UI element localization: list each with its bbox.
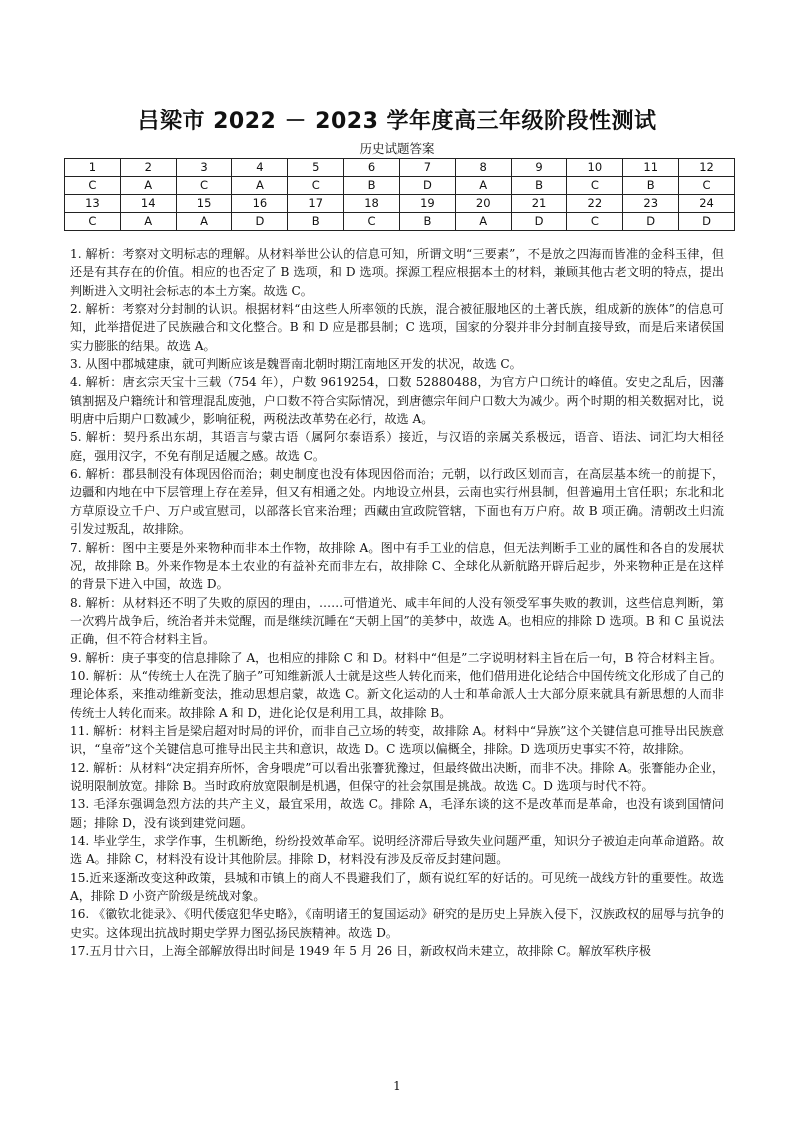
- answer-cell: A: [120, 213, 176, 231]
- question-number-cell: 17: [288, 195, 344, 213]
- question-number-cell: 18: [344, 195, 400, 213]
- question-number-row: [65, 195, 735, 213]
- explanation-paragraph: 15.近来逐渐改变这种政策，县城和市镇上的商人不畏避我们了，颇有说红军的好话的。可见统一战线方针的重要性。故选 A，排除 D 小资产阶级是统战对象。: [70, 870, 724, 904]
- explanation-paragraph: 10. 解析：从“传统士人在洗了脑子”可知维新派人士就是这些人转化而来，他们借用进化论结合中国传统文化形成了自己的理论体系，来推动维新变法，推动思想启蒙，故选 C。新文化运动的人士和革命派人士大部分原来就具有新思想的人而非传统士人转化而来。故排除 A 和 D，进化论仅是利用工具，故排除 B。: [70, 668, 724, 720]
- question-number-cell: 21: [511, 195, 567, 213]
- answer-cell: B: [623, 177, 679, 195]
- answer-cell: A: [232, 177, 288, 195]
- explanation-text: [70, 245, 724, 960]
- answer-cell: D: [623, 213, 679, 231]
- explanation-paragraph: 12. 解析：从材料“决定捐弃所怀，舍身喂虎”可以看出张謇犹豫过，但最终做出决断，而非不决。排除 A。张謇能办企业，说明限制放宽。排除 B。当时政府放宽限制是机遇，但保守的社会氛围是挑战。故选 C。D 选项与时代不符。: [70, 760, 724, 793]
- answer-cell: C: [679, 177, 735, 195]
- explanation-paragraph: 13. 毛泽东强调急烈方法的共产主义，最宜采用，故选 C。排除 A，毛泽东谈的这不是改革而是革命，也没有谈到国情问题；排除 D，没有谈到建党问题。: [70, 797, 724, 830]
- question-number-cell: 11: [623, 159, 679, 177]
- question-number-cell: 4: [232, 159, 288, 177]
- explanation-paragraph: 6. 解析：郡县制没有体现因俗而治；刺史制度也没有体现因俗而治；元朝，以行政区划而言，在高层基本统一的前提下，边疆和内地在中下层管理上存在差异，但又有相通之处。内地设立州县，云南也实行州县制，但普遍用土官任职；东北和北方草原设立千户、万户或宣慰司，以部落长官来治理；西藏由宣政院管辖，下面也有万户府。故 B 项正确。清朝改土归流引发过叛乱，故排除。: [70, 467, 724, 537]
- question-number-cell: 10: [567, 159, 623, 177]
- page-number: 1: [393, 1079, 401, 1093]
- answer-cell: C: [567, 213, 623, 231]
- explanation-paragraph: 2. 解析：考察对分封制的认识。根据材料“由这些人所率领的氏族，混合被征服地区的土著氏族，组成新的族体”的信息可知，此举措促进了民族融合和文化整合。B 和 D 应是郡县制；C 选项，国家的分裂并非分封制直接导致，而是后来诸侯国实力膨胀的结果。故选 A。: [70, 302, 724, 353]
- question-number-cell: 8: [455, 159, 511, 177]
- question-number-cell: 3: [176, 159, 232, 177]
- answer-cell: C: [344, 213, 400, 231]
- question-number-cell: 16: [232, 195, 288, 213]
- answer-cell: D: [511, 213, 567, 231]
- answer-cell: D: [679, 213, 735, 231]
- question-number-cell: 19: [399, 195, 455, 213]
- answer-cell: D: [232, 213, 288, 231]
- page-title: 吕梁市 2022 － 2023 学年度高三年级阶段性测试: [137, 109, 657, 134]
- question-number-cell: 9: [511, 159, 567, 177]
- answer-cell: C: [65, 177, 121, 195]
- answer-cell: C: [176, 177, 232, 195]
- question-number-cell: 12: [679, 159, 735, 177]
- answer-cell: A: [455, 177, 511, 195]
- answer-cell: A: [120, 177, 176, 195]
- answer-cell: C: [65, 213, 121, 231]
- explanation-paragraph: 4. 解析：唐玄宗天宝十三载（754 年），户数 9619254，口数 52880488，为官方户口统计的峰值。安史之乱后，因藩镇割据及户籍统计和管理混乱废弛，户口数不符合实际情况，到唐德宗年间户口数大为减少。两个时期的相关数据对比，说明唐中后期户口数减少，影响征税，两税法改革势在必行，故选 A。: [70, 375, 724, 427]
- question-number-cell: 22: [567, 195, 623, 213]
- explanation-paragraph: 1. 解析：考察对文明标志的理解。从材料举世公认的信息可知，所谓文明“三要素”，不是放之四海而皆准的金科玉律，但还是有其存在的价值。相应的也否定了 B 选项，和 D 选项。探源工程应根据本土的材料，兼顾其他古老文明的特点，提出判断进入文明社会标志的本土方案。故选 C。: [70, 247, 724, 298]
- question-number-cell: 20: [455, 195, 511, 213]
- answer-table: [64, 158, 735, 231]
- explanation-paragraph: 5. 解析：契丹系出东胡，其语言与蒙古语（属阿尔泰语系）接近，与汉语的亲属关系极远，语音、语法、词汇均大相径庭，强用汉字，不免有削足适履之感。故选 C。: [70, 430, 724, 463]
- answer-cell: C: [567, 177, 623, 195]
- question-number-row: [65, 159, 735, 177]
- explanation-paragraph: 3. 从图中郡城建康，就可判断应该是魏晋南北朝时期江南地区开发的状况，故选 C。: [70, 357, 522, 372]
- answer-row: [65, 213, 735, 231]
- explanation-paragraph: 7. 解析：图中主要是外来物种而非本土作物，故排除 A。图中有手工业的信息，但无法判断手工业的属性和各自的发展状况，故排除 B。外来作物是本土农业的有益补充而非左右，故排除 C、全球化从新航路开辟后起步，外来物种正是在这样的背景下进入中国，故选 D。: [70, 540, 724, 592]
- question-number-cell: 14: [120, 195, 176, 213]
- question-number-cell: 5: [288, 159, 344, 177]
- explanation-paragraph: 16. 《徽钦北徙录》、《明代倭寇犯华史略》，《南明诸王的复国运动》研究的是历史上异族入侵下，汉族政权的屈辱与抗争的史实。这体现出抗战时期史学界力图弘扬民族精神。故选 D。: [70, 907, 724, 940]
- answer-row: [65, 177, 735, 195]
- explanation-paragraph: 11. 解析：材料主旨是梁启超对时局的评价，而非自己立场的转变，故排除 A。材料中“异族”这个关键信息可推导出民族意识，“皇帝”这个关键信息可推导出民主共和意识，故选 D。C 选项以偏概全，排除。D 选项历史事实不符，故排除。: [70, 723, 724, 757]
- answer-cell: A: [455, 213, 511, 231]
- question-number-cell: 13: [65, 195, 121, 213]
- answer-cell: C: [288, 177, 344, 195]
- question-number-cell: 24: [679, 195, 735, 213]
- answer-cell: B: [511, 177, 567, 195]
- answer-cell: D: [399, 177, 455, 195]
- explanation-paragraph: 17.五月廿六日，上海全部解放得出时间是 1949 年 5 月 26 日，新政权尚未建立，故排除 C。解放军秩序极: [70, 944, 651, 959]
- question-number-cell: 15: [176, 195, 232, 213]
- explanation-paragraph: 14. 毕业学生，求学作事，生机断绝，纷纷投效革命军。说明经济滞后导致失业问题严重，知识分子被迫走向革命道路。故选 A。排除 C，材料没有设计其他阶层。排除 D，材料没有涉及反帝反封建问题。: [70, 834, 724, 867]
- answer-cell: B: [399, 213, 455, 231]
- explanation-paragraph: 8. 解析：从材料还不明了失败的原因的理由，……可惜道光、咸丰年间的人没有领受军事失败的教训，这些信息判断，第一次鸦片战争后，统治者并未觉醒，而是继续沉睡在“天朝上国”的美梦中，故选 A。也相应的排除 D 选项。B 和 C 虽说法正确，但不符合材料主旨。: [70, 595, 724, 647]
- answer-cell: B: [344, 177, 400, 195]
- page-subtitle: 历史试题答案: [359, 141, 435, 156]
- question-number-cell: 6: [344, 159, 400, 177]
- explanation-paragraph: 9. 解析：庚子事变的信息排除了 A，也相应的排除 C 和 D。材料中“但是”二字说明材料主旨在后一句，B 符合材料主旨。: [70, 650, 722, 665]
- answer-cell: B: [288, 213, 344, 231]
- question-number-cell: 2: [120, 159, 176, 177]
- question-number-cell: 1: [65, 159, 121, 177]
- question-number-cell: 23: [623, 195, 679, 213]
- question-number-cell: 7: [399, 159, 455, 177]
- answer-cell: A: [176, 213, 232, 231]
